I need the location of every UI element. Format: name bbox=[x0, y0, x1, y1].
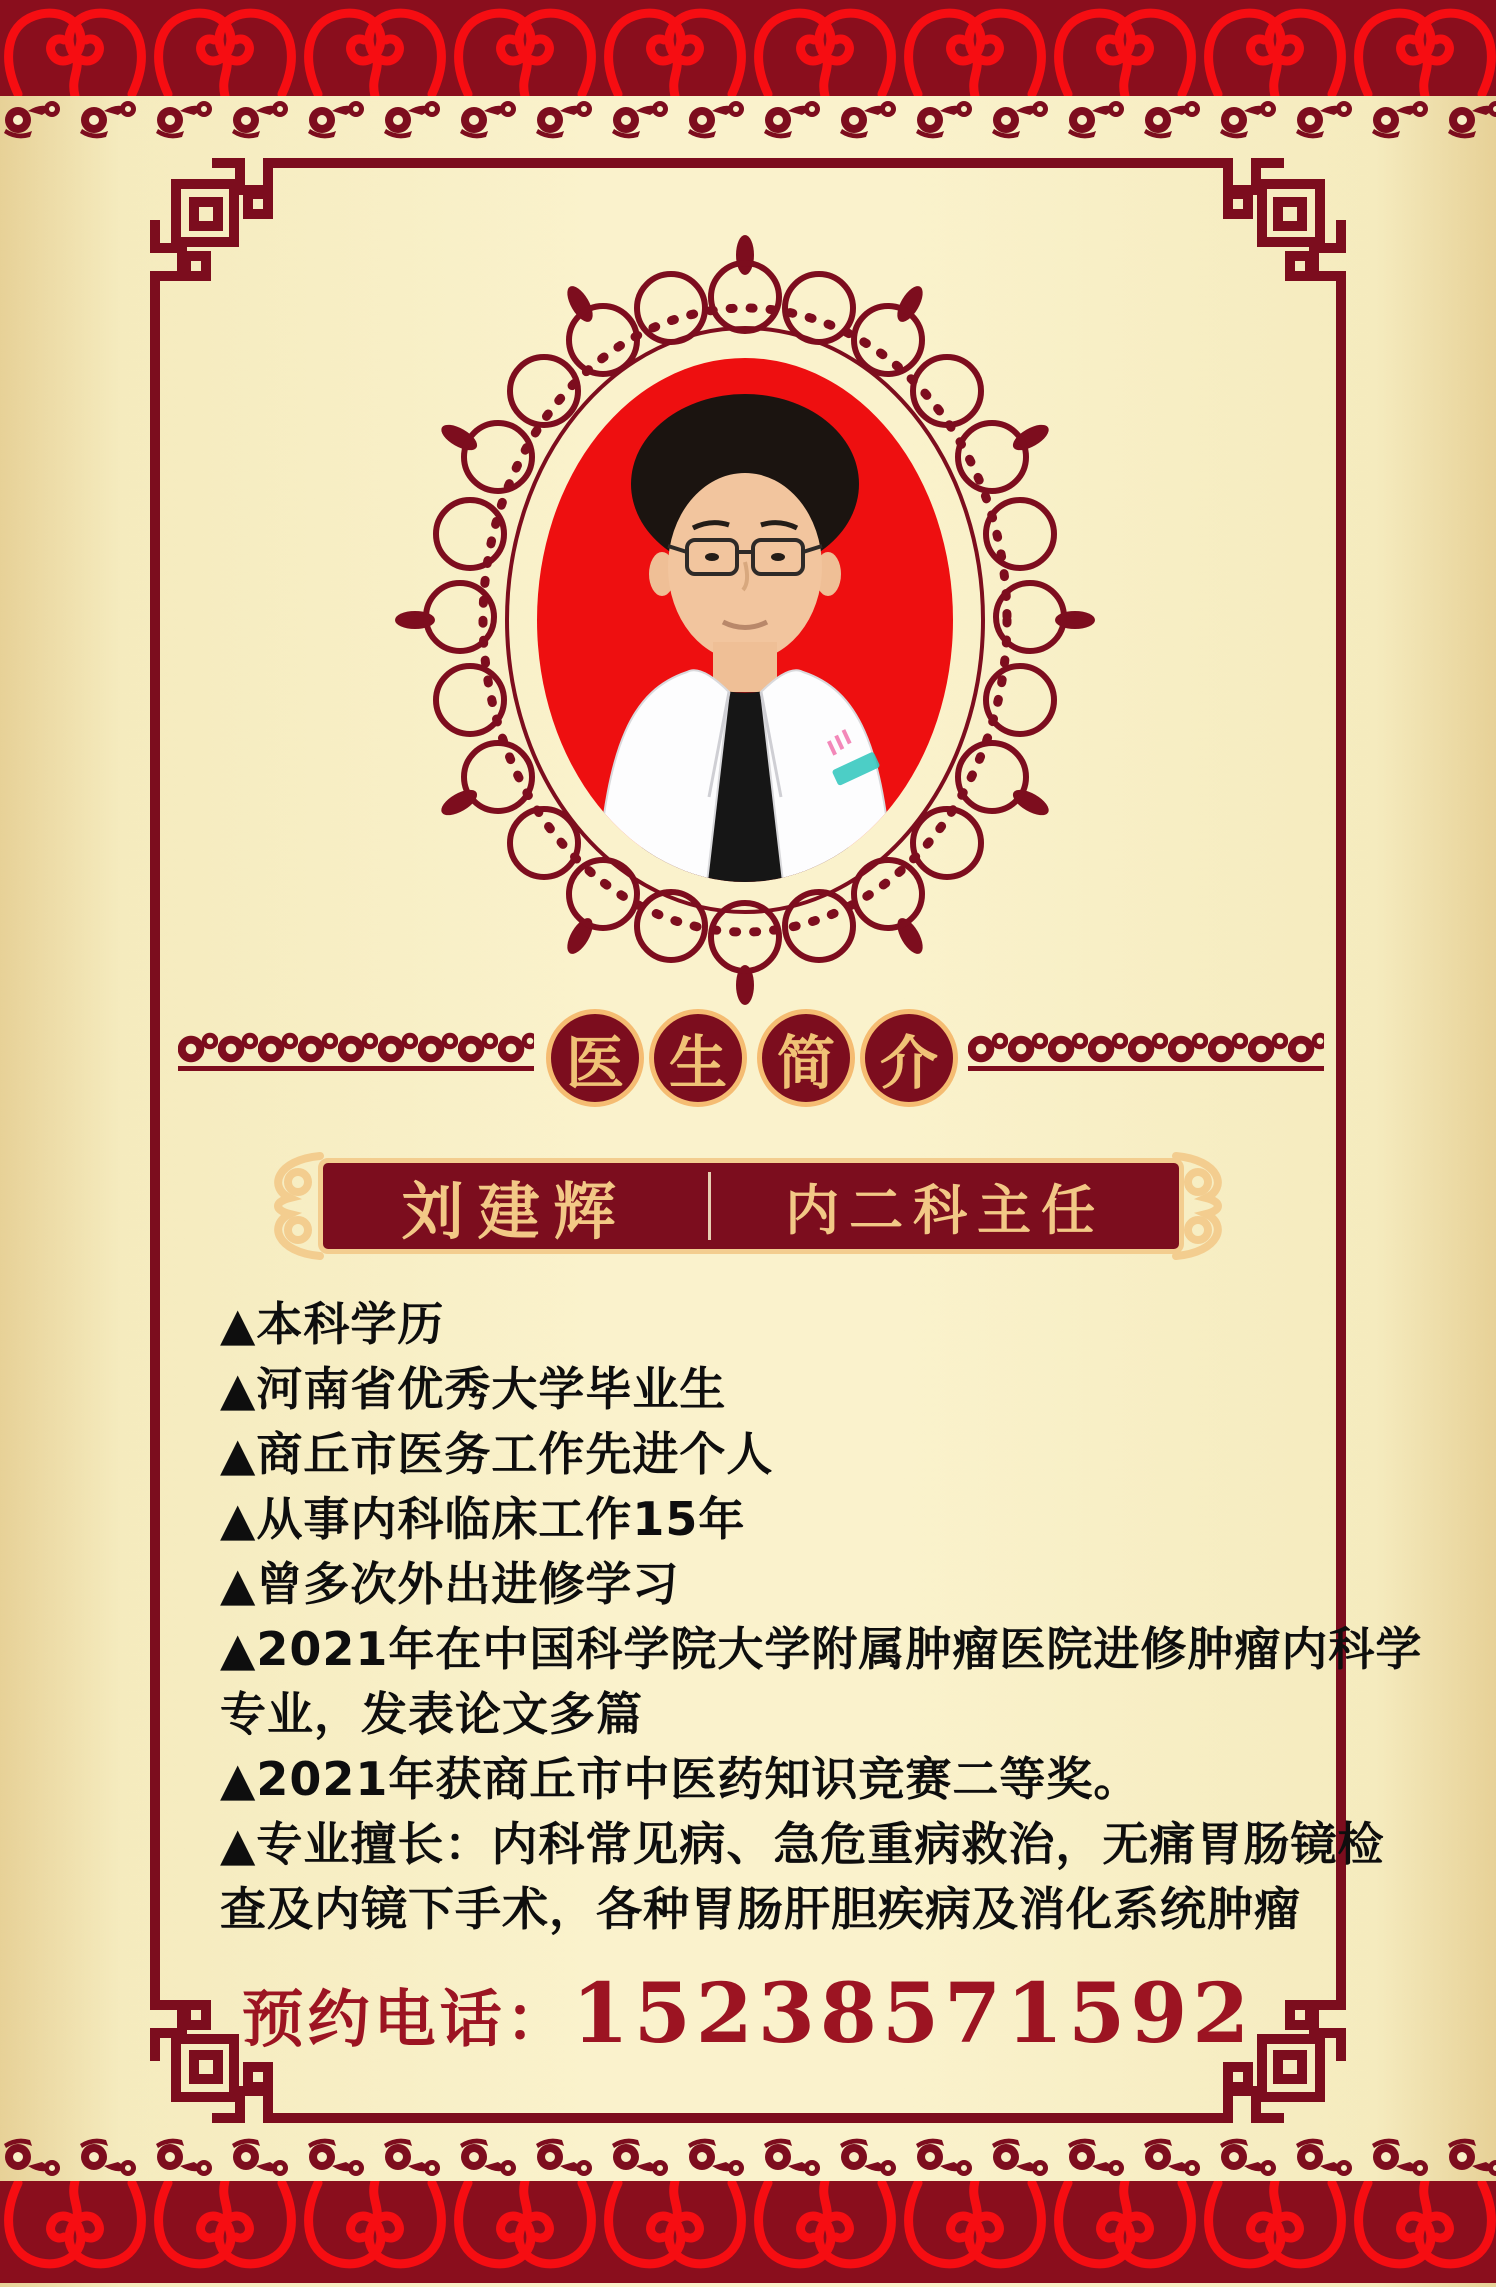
profile-line: 专业，发表论文多篇 bbox=[220, 1687, 643, 1741]
profile-line: ▲专业擅长：内科常见病、急危重病救治，无痛胃肠镜检 bbox=[220, 1817, 1385, 1871]
frame-bottom-line bbox=[315, 2113, 1181, 2123]
appointment-phone-row bbox=[150, 1966, 1346, 2062]
profile-line: ▲2021年获商丘市中医药知识竞赛二等奖。 bbox=[220, 1752, 1141, 1806]
frame-top-line bbox=[315, 158, 1181, 168]
red-swirl-pattern bbox=[0, 2181, 1496, 2283]
top-wave-band bbox=[0, 96, 1496, 140]
title-right-underline bbox=[968, 1066, 1324, 1071]
title-medallion-1 bbox=[546, 1009, 644, 1107]
frame-corner-ornament bbox=[1171, 158, 1346, 333]
profile-line: 查及内镜下手术，各种胃肠肝胆疾病及消化系统肿瘤 bbox=[220, 1882, 1301, 1936]
title-char: 简 bbox=[776, 1029, 835, 1097]
bottom-wave-band bbox=[0, 2137, 1496, 2181]
doctor-role: 内二科主任 bbox=[785, 1177, 1106, 1242]
wave-curl-pattern bbox=[0, 96, 1496, 140]
frame-left-line bbox=[150, 323, 160, 1958]
title-left-underline bbox=[178, 1066, 534, 1071]
red-swirl-pattern bbox=[0, 0, 1496, 96]
bottom-ornate-border bbox=[0, 2181, 1496, 2283]
title-medallion-4 bbox=[860, 1009, 958, 1107]
profile-line: ▲本科学历 bbox=[220, 1297, 445, 1351]
phone-label: 预约电话： bbox=[241, 1982, 572, 2056]
title-medallion-2 bbox=[649, 1009, 747, 1107]
doctor-photo-frame bbox=[375, 222, 1115, 1012]
title-char: 生 bbox=[668, 1029, 727, 1097]
profile-line: ▲从事内科临床工作15年 bbox=[220, 1492, 746, 1546]
profile-line: ▲河南省优秀大学毕业生 bbox=[220, 1362, 727, 1416]
profile-line: ▲曾多次外出进修学习 bbox=[220, 1557, 680, 1611]
title-right-wave-strip bbox=[968, 1030, 1324, 1064]
wave-curl-pattern bbox=[0, 2137, 1496, 2181]
profile-line: ▲商丘市医务工作先进个人 bbox=[220, 1427, 774, 1481]
title-left-wave-strip bbox=[178, 1030, 534, 1064]
banner-left-curl bbox=[258, 1150, 324, 1262]
profile-line: ▲2021年在中国科学院大学附属肿瘤医院进修肿瘤内科学 bbox=[220, 1622, 1423, 1676]
frame-corner-ornament bbox=[150, 158, 325, 333]
title-char: 介 bbox=[879, 1029, 938, 1097]
phone-number: 15238571592 bbox=[571, 1966, 1255, 2062]
banner-divider bbox=[708, 1172, 711, 1239]
name-banner bbox=[318, 1158, 1184, 1254]
title-char: 医 bbox=[565, 1029, 624, 1097]
top-ornate-border bbox=[0, 0, 1496, 96]
doctor-name: 刘建辉 bbox=[401, 1174, 630, 1248]
title-medallion-3 bbox=[757, 1009, 855, 1107]
photo-medallion bbox=[375, 222, 1115, 1012]
profile-list bbox=[220, 1292, 1423, 1942]
